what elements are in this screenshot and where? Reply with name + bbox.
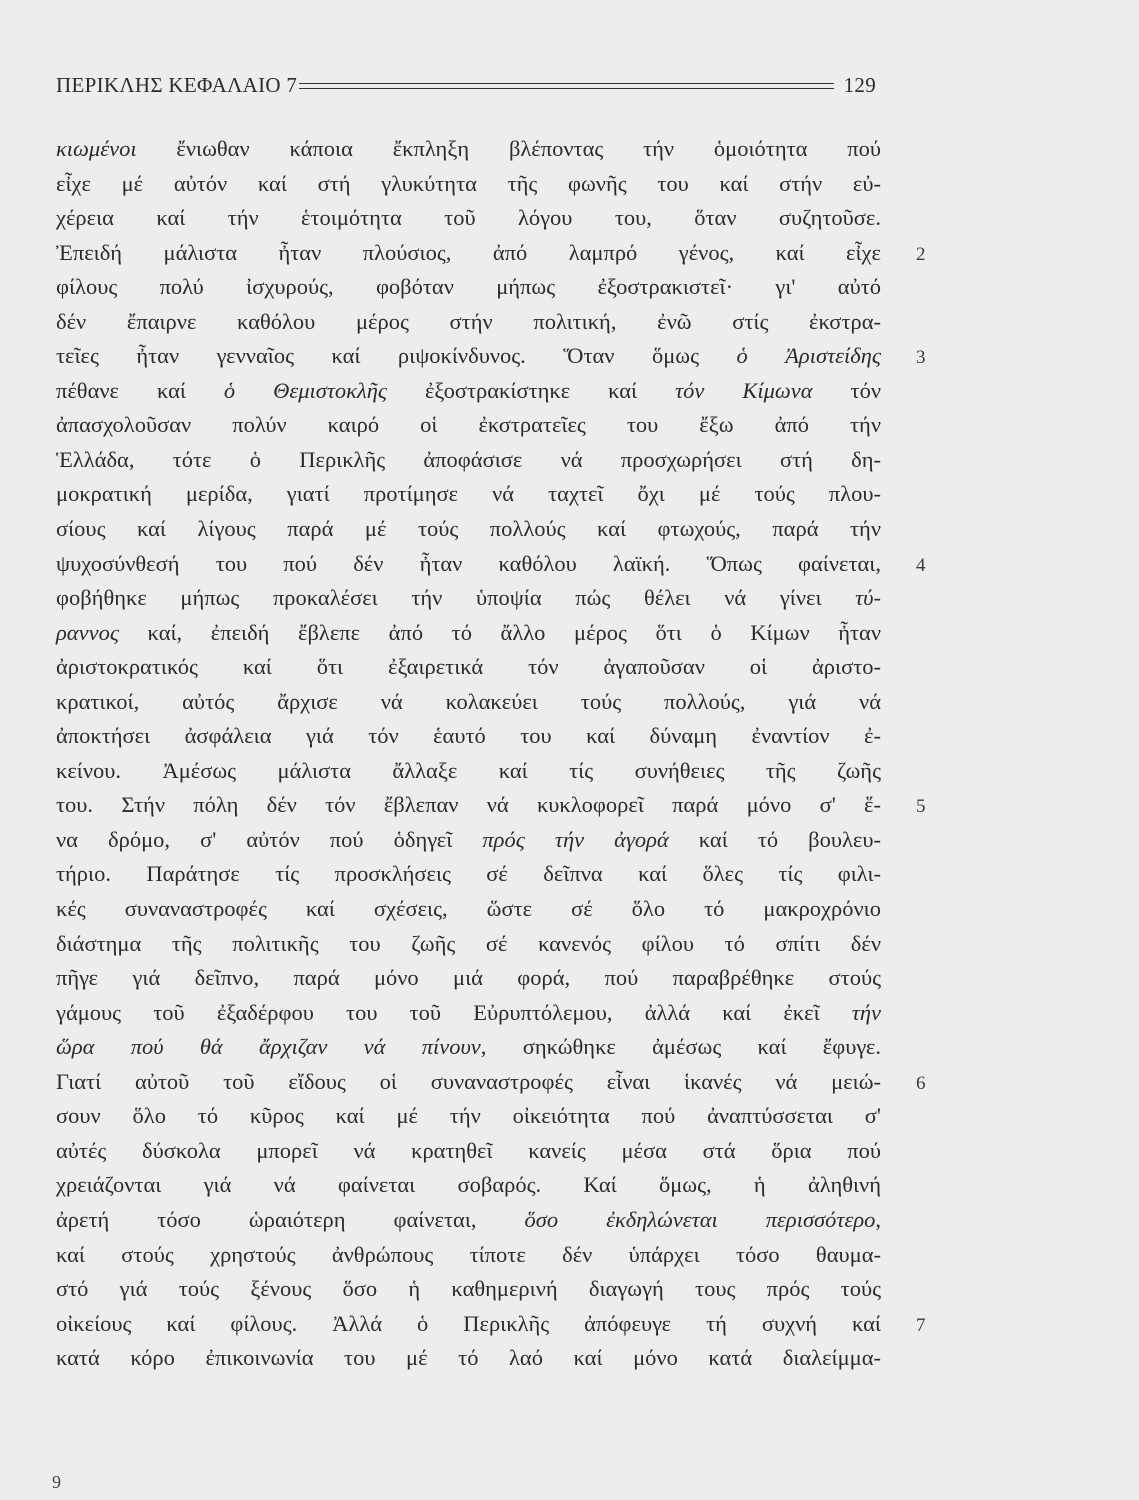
text-line bbox=[56, 236, 881, 271]
text-line bbox=[56, 996, 881, 1031]
text-line bbox=[56, 1099, 881, 1134]
text-run: καί, ἐπειδή ἔβλεπε ἀπό τό ἄλλο μέρος ὅτι ὁ Κίμων ἦταν bbox=[118, 619, 881, 645]
text-line bbox=[56, 685, 881, 720]
header-double-rule bbox=[299, 83, 833, 89]
text-line bbox=[56, 961, 881, 996]
text-line bbox=[56, 1203, 881, 1238]
text-run: πέθανε καί bbox=[56, 377, 224, 403]
text-run: οἰκείους καί φίλους. Ἀλλά ὁ Περικλῆς ἀπόφευγε τή συχνή καί bbox=[56, 1310, 881, 1336]
section-number: 4 bbox=[916, 554, 926, 576]
text-line bbox=[56, 443, 881, 478]
section-number: 2 bbox=[916, 243, 926, 265]
text-line bbox=[56, 167, 881, 202]
section-number: 7 bbox=[916, 1314, 926, 1336]
text-line bbox=[56, 581, 881, 616]
italic-phrase: τύ- bbox=[855, 585, 881, 611]
running-head-title: ΠΕΡΙΚΛΗΣ ΚΕΦΑΛΑΙΟ 7 bbox=[56, 72, 298, 97]
text-run: να δρόμο, σ' αὐτόν πού ὁδηγεῖ bbox=[56, 826, 483, 852]
text-run: αὐτές δύσκολα μπορεῖ νά κρατηθεῖ κανείς μέσα στά ὅρια πού bbox=[56, 1137, 881, 1163]
text-run: τεῖες ἦταν γενναῖος καί ριψοκίνδυνος. Ὅταν ὅμως bbox=[56, 343, 737, 369]
italic-phrase: κιωμένοι bbox=[56, 136, 137, 161]
text-line bbox=[56, 650, 881, 685]
text-run: του. Στήν πόλη δέν τόν ἔβλεπαν νά κυκλοφορεῖ παρά μόνο σ' ἕ- bbox=[56, 792, 881, 818]
italic-phrase: τόν Κίμωνα bbox=[675, 377, 813, 403]
text-line bbox=[56, 892, 881, 927]
italic-phrase: τήν bbox=[851, 999, 881, 1025]
text-line bbox=[56, 1134, 881, 1169]
text-line bbox=[56, 374, 881, 409]
text-line bbox=[56, 1307, 881, 1342]
italic-phrase: ὁ Θεμιστοκλῆς bbox=[223, 377, 388, 403]
section-number: 3 bbox=[916, 347, 926, 369]
text-run: τόν bbox=[812, 377, 881, 403]
page-number: 129 bbox=[843, 72, 876, 97]
text-run: διάστημα τῆς πολιτικῆς του ζωῆς σέ κανενός φίλου τό σπίτι δέν bbox=[56, 930, 881, 956]
text-line bbox=[56, 512, 881, 547]
text-line bbox=[56, 201, 881, 236]
text-run: κές συναναστροφές καί σχέσεις, ὥστε σέ ὅλο τό μακροχρόνιο bbox=[56, 896, 881, 922]
text-run: γάμους τοῦ ἐξαδέρφου του τοῦ Εὐρυπτόλεμου, ἀλλά καί ἐκεῖ bbox=[56, 999, 852, 1025]
text-run: εἶχε μέ αὐτόν καί στή γλυκύτητα τῆς φωνῆς του καί στήν εὐ- bbox=[56, 170, 881, 196]
running-head bbox=[56, 70, 876, 100]
text-run: Ἐπειδή μάλιστα ἦταν πλούσιος, ἀπό λαμπρό γένος, καί εἶχε bbox=[56, 239, 881, 265]
section-number: 5 bbox=[916, 796, 926, 818]
text-line bbox=[56, 1065, 881, 1100]
text-line bbox=[56, 477, 881, 512]
text-run: κατά κόρο ἐπικοινωνία του μέ τό λαό καί μόνο κατά διαλείμμα- bbox=[56, 1345, 881, 1371]
text-line bbox=[56, 754, 881, 789]
text-run: καί τό βουλευ- bbox=[668, 826, 881, 852]
text-run: ἀριστοκρατικός καί ὅτι ἐξαιρετικά τόν ἀγαποῦσαν οἱ ἀριστο- bbox=[56, 654, 881, 680]
text-run: πῆγε γιά δεῖπνο, παρά μόνο μιά φορά, πού παραβρέθηκε στούς bbox=[56, 965, 881, 991]
text-line bbox=[56, 132, 881, 167]
text-run: στό γιά τούς ξένους ὅσο ἡ καθημερινή διαγωγή τους πρός τούς bbox=[56, 1276, 881, 1302]
italic-phrase: ραννος bbox=[56, 619, 119, 645]
text-run: φίλους πολύ ἰσχυρούς, φοβόταν μήπως ἐξοστρακιστεῖ· γι' αὐτό bbox=[56, 274, 881, 300]
text-run: ἀπασχολοῦσαν πολύν καιρό οἱ ἐκστρατεῖες του ἔξω ἀπό τήν bbox=[56, 412, 881, 438]
italic-phrase: ὅσο ἐκδηλώνεται περισσότερο bbox=[524, 1206, 876, 1232]
text-run: χέρεια καί τήν ἑτοιμότητα τοῦ λόγου του, ὅταν συζητοῦσε. bbox=[56, 205, 881, 231]
text-run: δέν ἔπαιρνε καθόλου μέρος στήν πολιτική, ἐνῶ στίς ἐκστρα- bbox=[56, 308, 881, 334]
text-line bbox=[56, 305, 881, 340]
text-run: σίους καί λίγους παρά μέ τούς πολλούς καί φτωχούς, παρά τήν bbox=[56, 516, 881, 542]
text-line bbox=[56, 616, 881, 651]
text-run: Ἑλλάδα, τότε ὁ Περικλῆς ἀποφάσισε νά προσχωρήσει στή δη- bbox=[56, 446, 881, 472]
signature-mark: 9 bbox=[52, 1472, 61, 1492]
text-line bbox=[56, 1030, 881, 1065]
text-line bbox=[56, 788, 881, 823]
italic-phrase: ὁ Ἀριστείδης bbox=[736, 343, 882, 369]
text-run: Γιατί αὐτοῦ τοῦ εἴδους οἱ συναναστροφές εἶναι ἱκανές νά μειώ- bbox=[56, 1068, 881, 1094]
text-line bbox=[56, 857, 881, 892]
text-line bbox=[56, 1168, 881, 1203]
text-run: ἀρετή τόσο ὡραιότερη φαίνεται, bbox=[56, 1206, 525, 1232]
text-line bbox=[56, 1341, 881, 1376]
text-run: σουν ὅλο τό κῦρος καί μέ τήν οἰκειότητα πού ἀναπτύσσεται σ' bbox=[56, 1103, 881, 1129]
text-line bbox=[56, 1272, 881, 1307]
text-line bbox=[56, 270, 881, 305]
text-run: χρειάζονται γιά νά φαίνεται σοβαρός. Καί ὅμως, ἡ ἀληθινή bbox=[56, 1172, 881, 1198]
text-run: ἐξοστρακίστηκε καί bbox=[387, 377, 676, 403]
body-text bbox=[56, 132, 881, 1376]
text-line bbox=[56, 823, 881, 858]
text-line bbox=[56, 927, 881, 962]
italic-phrase: πρός τήν ἀγορά bbox=[482, 826, 669, 852]
text-line bbox=[56, 719, 881, 754]
text-run: , σηκώθηκε ἀμέσως καί ἔφυγε. bbox=[480, 1034, 881, 1060]
text-run: ψυχοσύνθεσή του πού δέν ἦταν καθόλου λαϊκή. Ὅπως φαίνεται, bbox=[56, 550, 881, 576]
text-run: κρατικοί, αὐτός ἄρχισε νά κολακεύει τούς πολλούς, γιά νά bbox=[56, 688, 881, 714]
text-line bbox=[56, 408, 881, 443]
text-run: μοκρατική μερίδα, γιατί προτίμησε νά ταχτεῖ ὄχι μέ τούς πλου- bbox=[56, 481, 881, 507]
text-run: , bbox=[875, 1206, 881, 1232]
text-line bbox=[56, 1238, 881, 1273]
text-run: φοβήθηκε μήπως προκαλέσει τήν ὑποψία πώς θέλει νά γίνει bbox=[56, 585, 856, 611]
text-run: καί στούς χρηστούς ἀνθρώπους τίποτε δέν ὑπάρχει τόσο θαυμα- bbox=[56, 1241, 881, 1267]
text-run: κείνου. Ἀμέσως μάλιστα ἄλλαξε καί τίς συνήθειες τῆς ζωῆς bbox=[56, 757, 881, 783]
text-run: ἔνιωθαν κάποια ἔκπληξη βλέποντας τήν ὁμοιότητα πού bbox=[136, 136, 881, 161]
text-run: τήριο. Παράτησε τίς προσκλήσεις σέ δεῖπνα καί ὅλες τίς φιλι- bbox=[56, 861, 881, 887]
italic-phrase: ὥρα πού θά ἄρχιζαν νά πίνουν bbox=[56, 1034, 481, 1060]
text-run: ἀποκτήσει ἀσφάλεια γιά τόν ἑαυτό του καί δύναμη ἐναντίον ἐ- bbox=[56, 723, 881, 749]
section-number: 6 bbox=[916, 1072, 926, 1094]
text-line bbox=[56, 339, 881, 374]
text-line bbox=[56, 547, 881, 582]
